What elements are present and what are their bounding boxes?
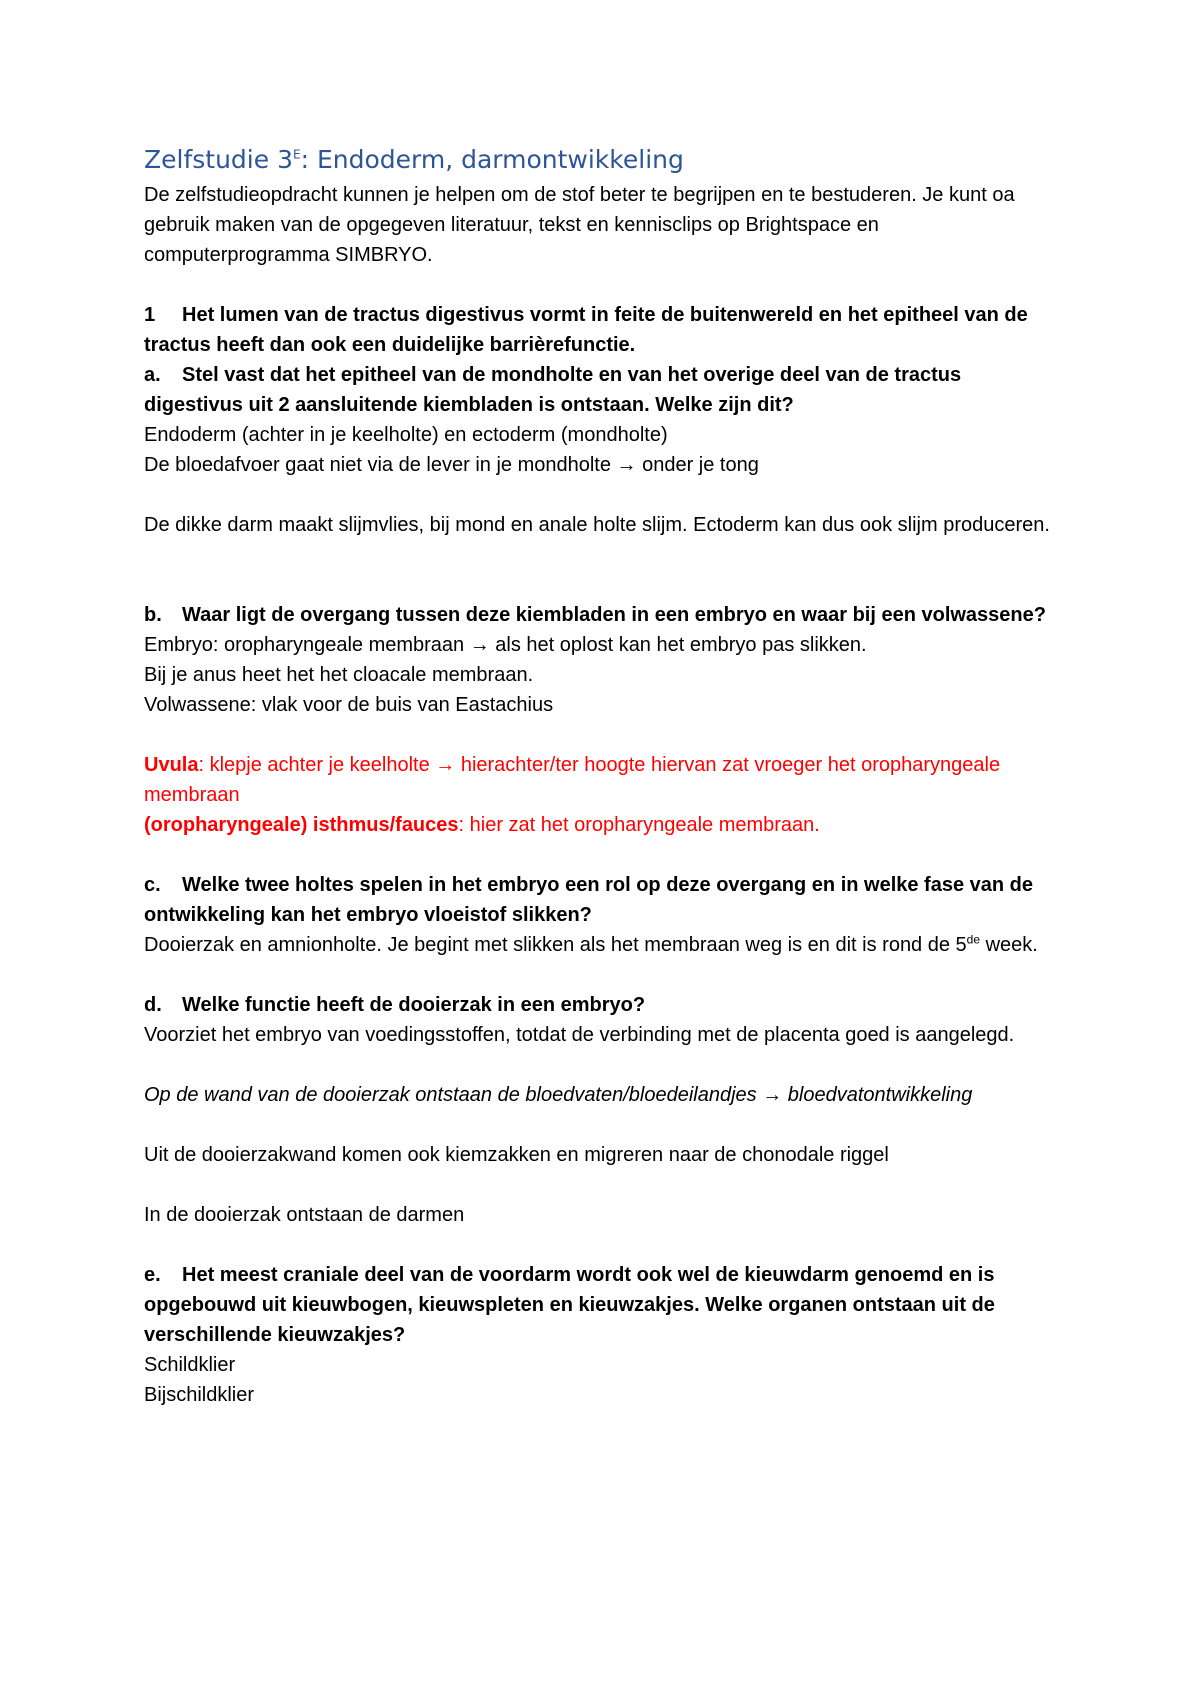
document-content: [144, 144, 1064, 1410]
note-isthmus: [144, 810, 1064, 840]
question-b: [144, 600, 1064, 630]
answer-b-2: Bij je anus heet het het cloacale membraan.: [144, 664, 534, 686]
question-b-text: Waar ligt de overgang tussen deze kiembladen in een embryo en waar bij een volwassene?: [182, 604, 1046, 626]
answer-b-3: Volwassene: vlak voor de buis van Eastachius: [144, 694, 554, 716]
answer-e-1: Schildklier: [144, 1354, 236, 1376]
note-uvula-term: Uvula: [144, 754, 199, 776]
answer-a-2: De bloedafvoer gaat niet via de lever in je mondholte → onder je tong: [144, 454, 759, 476]
answer-a-3: De dikke darm maakt slijmvlies, bij mond en anale holte slijm. Ectoderm kan dus ook slijm produceren.: [144, 514, 1050, 536]
intro-paragraph: De zelfstudieopdracht kunnen je helpen om de stof beter te begrijpen en te bestuderen. Je kunt oa gebruik maken van de opgegeven literatuur, tekst en kennisclips op Brightspace en computerprogramma SIMBRYO.: [144, 184, 1015, 266]
title-rest: : Endoderm, darmontwikkeling: [300, 145, 684, 174]
question-a: [144, 360, 1064, 420]
note-isthmus-term: (oropharyngeale) isthmus/fauces: [144, 814, 459, 836]
answer-d-2: Uit de dooierzakwand komen ook kiemzakken en migreren naar de chonodale riggel: [144, 1144, 889, 1166]
question-1-number: 1: [144, 304, 156, 326]
note-isthmus-text: : hier zat het oropharyngeale membraan.: [458, 814, 820, 836]
answer-d-3: In de dooierzak ontstaan de darmen: [144, 1204, 465, 1226]
question-c: [144, 870, 1064, 930]
question-e-label: e.: [144, 1264, 161, 1286]
answer-a-1: Endoderm (achter in je keelholte) en ectoderm (mondholte): [144, 424, 668, 446]
question-a-label: a.: [144, 364, 161, 386]
answer-c-part2: week.: [980, 934, 1038, 956]
question-1-text: Het lumen van de tractus digestivus vormt in feite de buitenwereld en het epitheel van de tractus heeft dan ook een duidelijke barrièrefunctie.: [144, 304, 1028, 356]
question-1: [144, 300, 1064, 360]
answer-d-1: Voorziet het embryo van voedingsstoffen, totdat de verbinding met de placenta goed is aangelegd.: [144, 1024, 1015, 1046]
note-uvula: [144, 750, 1064, 810]
question-d-label: d.: [144, 994, 162, 1016]
answer-e-2: Bijschildklier: [144, 1384, 255, 1406]
question-d-text: Welke functie heeft de dooierzak in een embryo?: [182, 994, 646, 1016]
question-c-text: Welke twee holtes spelen in het embryo een rol op deze overgang en in welke fase van de ontwikkeling kan het embryo vloeistof slikken?: [144, 874, 1034, 926]
answer-b-1: Embryo: oropharyngeale membraan → als het oplost kan het embryo pas slikken.: [144, 634, 867, 656]
title-superscript: E: [292, 147, 301, 162]
question-a-text: Stel vast dat het epitheel van de mondholte en van het overige deel van de tractus digestivus uit 2 aansluitende kiembladen is ontstaan. Welke zijn dit?: [144, 364, 962, 416]
question-c-label: c.: [144, 874, 161, 896]
answer-c-part1: Dooierzak en amnionholte. Je begint met slikken als het membraan weg is en dit is rond de 5: [144, 934, 967, 956]
question-b-label: b.: [144, 604, 162, 626]
question-e-text: Het meest craniale deel van de voordarm wordt ook wel de kieuwdarm genoemd en is opgebouwd uit kieuwbogen, kieuwspleten en kieuwzakjes. Welke organen ontstaan uit de verschillende kieuwzakjes?: [144, 1264, 995, 1346]
note-uvula-text: : klepje achter je keelholte → hierachter/ter hoogte hiervan zat vroeger het oropharyngeale membraan: [144, 754, 1001, 806]
page-title: [144, 144, 1064, 176]
title-main: Zelfstudie 3: [144, 145, 293, 174]
answer-d-italic: Op de wand van de dooierzak ontstaan de bloedvaten/bloedeilandjes → bloedvatontwikkeling: [144, 1084, 973, 1106]
answer-c-sup: de: [966, 932, 981, 947]
answer-c: [144, 930, 1064, 960]
question-d: [144, 990, 1064, 1020]
question-e: [144, 1260, 1064, 1350]
